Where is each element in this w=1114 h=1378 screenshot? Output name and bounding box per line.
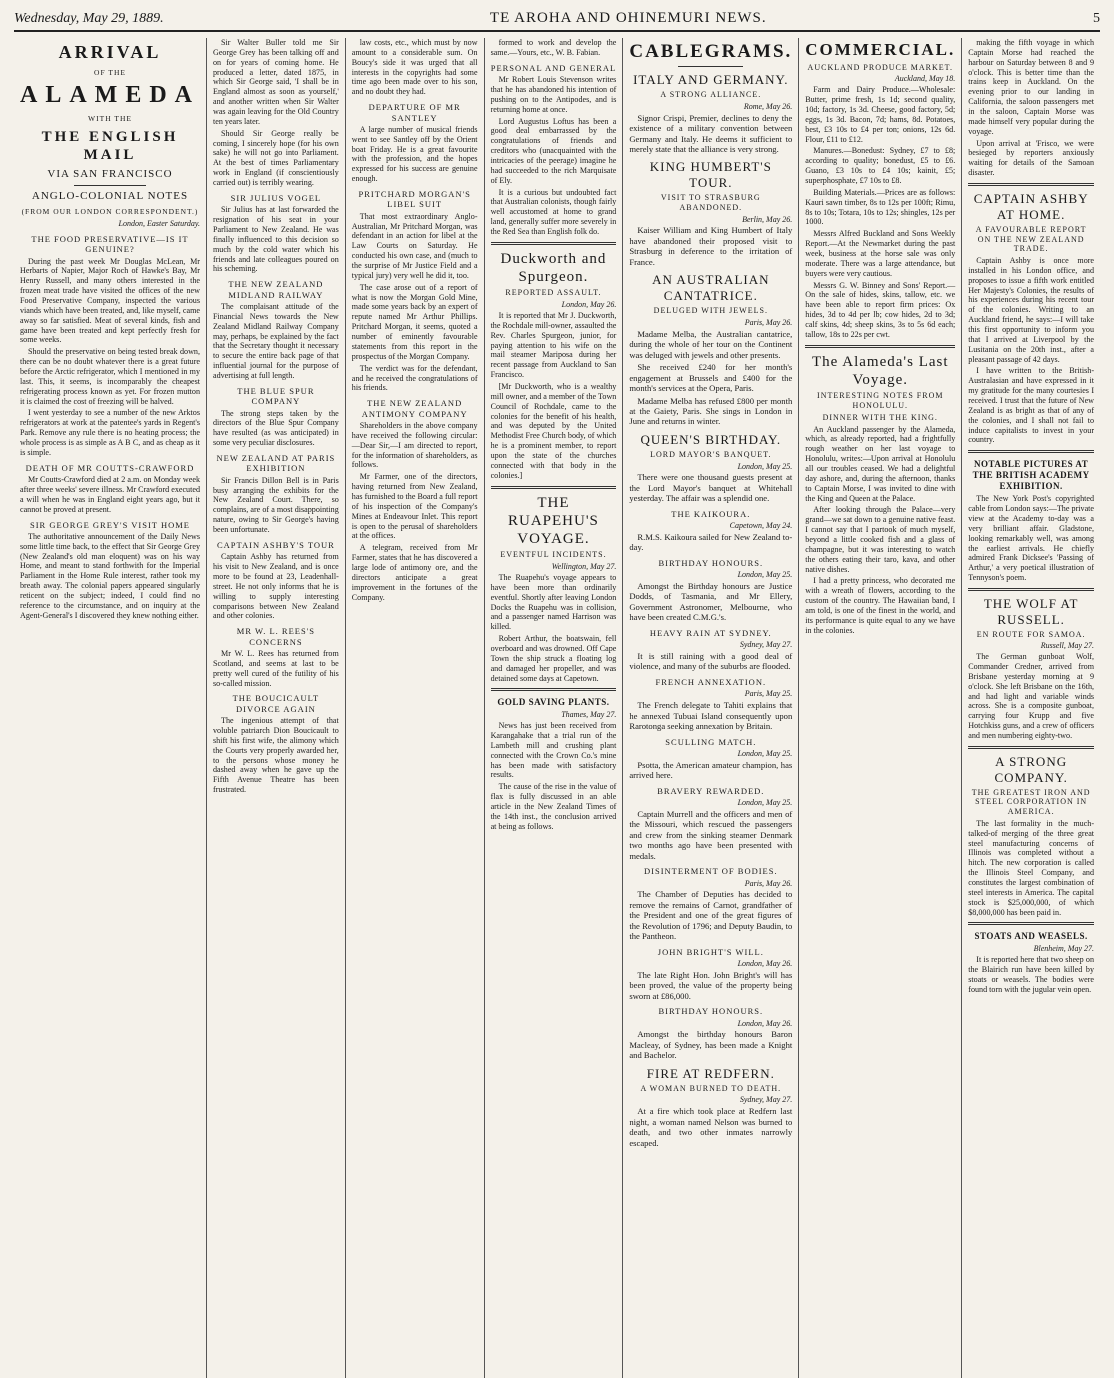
headline-strong-company: A STRONG COMPANY. [994, 753, 1068, 785]
subhead: EVENTFUL INCIDENTS. [500, 550, 607, 560]
dateline: London, May 25. [737, 797, 793, 807]
paragraph: Messrs G. W. Binney and Sons' Report.—On the sale of hides, skins, tallow, etc. we have been able to report firm prices: Ox hides, 3d to 4d per lb; cow hides, 2d to 3d; calf skins, 4d; sheep skins, 3s to 5s 6d each; tallow, 18s to 22s per cwt. [805, 280, 956, 339]
paragraph: A telegram, received from Mr Farmer, states that he has discovered a large lode of antimony ore, and the directors anticipate a great improvement in the fortunes of the Company. [351, 543, 478, 602]
section-head: BIRTHDAY HONOURS. [658, 1006, 764, 1017]
paragraph: [Mr Duckworth, who is a wealthy mill owner, and a member of the Town Council of Rochdale, came to the colonies for the benefit of his health, and was deputed by the United Methodist Free Church body, of which he is a prominent member, to report upon the state of the churches connected with that body in the colonies.] [490, 381, 617, 480]
dateline: London, May 26. [737, 1018, 793, 1028]
paragraph: A large number of musical friends went to see Santley off by the Orient boat Friday. He is a great favourite with the profession, and the hopes expressed for his success are genuine enough. [351, 124, 478, 184]
section-head: SCULLING MATCH. [665, 736, 757, 747]
paragraph: The late Right Hon. John Bright's will has been proved, the value of the property being sworn at £86,000. [629, 969, 793, 1001]
section-head: BRAVERY REWARDED. [657, 785, 765, 796]
section-head: PRITCHARD MORGAN'S LIBEL SUIT [358, 189, 471, 210]
paragraph: Mr W. L. Rees has returned from Scotland, and seems at last to be pretty well cured of the futility of his so-called mission. [213, 648, 339, 688]
paragraph: The last formality in the much-talked-of merging of the three great steel manufacturing concerns of Illinois was completed without a hitch. The new corporation is called the Illinois Steel Company, and constitutes the largest combination of steel interests in America. The capital stock is $25,000,000, of which $8,000,000 has been paid in. [968, 818, 1095, 917]
paragraph: Madame Melba, the Australian cantatrice, during the whole of her tour on the Continent was deluged with jewels and other presents. [629, 328, 793, 360]
paragraph: Farm and Dairy Produce.—Wholesale: Butter, prime fresh, 1s 1d; second quality, 10d; factory, 1s 3d. Cheese, good factory, 5d; eggs, 1s 3d. Bacon, 7d; hams, 8d. Potatoes, best, £3 10s to £4 per ton; onions, 12s 6d. Flour, £11 to £12. [805, 85, 956, 144]
divider [74, 185, 146, 186]
paragraph: Amongst the birthday honours Baron Macleay, of Sydney, has been made a Knight and Bachelor. [629, 1029, 793, 1061]
dateline: London, May 26. [561, 300, 617, 310]
headline-with-the: WITH THE [88, 114, 132, 124]
dateline: Capetown, May 24. [729, 521, 793, 531]
divider [968, 588, 1094, 591]
paragraph: Captain Murrell and the officers and men of the Missouri, which rescued the passengers and crew from the sinking steamer Denmark two months ago have been presented with medals. [629, 808, 793, 861]
headline-alameda: ALAMEDA [20, 82, 200, 109]
paragraph: Kaiser William and King Humbert of Italy have abandoned their proposed visit to Strasburg in deference to the irritation of France. [629, 225, 793, 267]
paragraph: Shareholders in the above company have received the following circular:—Dear Sir,—I am directed to report, for the information of shareholders, as follows. [351, 420, 478, 470]
section-head: FRENCH ANNEXATION. [655, 676, 767, 687]
subhead: INTERESTING NOTES FROM HONOLULU. [817, 391, 944, 411]
divider [968, 450, 1094, 453]
paragraph: During the past week Mr Douglas McLean, Mr Herbarts of Napier, Major Roch of Hawke's Bay, Mr Henry Russell, and many others interested in the frozen meat trade have visited the offices of the new Food Preservative Company, inspected the various viands which have been treated, and, like myself, came away so far satisfied. Meat of several kinds, fish and game have been treated and kept perfectly fresh for some weeks. [20, 256, 200, 345]
paragraph: Captain Ashby is once more installed in his London office, and proposes to issue a fifth work entitled Her Majesty's Colonies, the results of his experiences during his recent tour of the colonies. Writing to an Auckland friend, he says:—I will take this first opportunity to inform you that I arrived at Liverpool by the Lusitania on the 20th inst., after a pleasant passage of 42 days. [968, 256, 1095, 364]
paragraph: The Ruapehu's voyage appears to have been more than ordinarily eventful. Shortly after leaving London Docks the Ruapehu was in collision, and a passenger named Harrison was killed. [490, 572, 617, 632]
story-title: QUEEN'S BIRTHDAY. [640, 431, 782, 447]
headline-alameda-voyage: The Alameda's Last Voyage. [812, 353, 949, 389]
subhead: A FAVOURABLE REPORT ON THE NEW ZEALAND TRADE. [975, 224, 1087, 254]
subhead: VISIT TO STRASBURG ABANDONED. [660, 193, 761, 212]
dateline: London, Easter Saturday. [118, 219, 200, 229]
subhead: LORD MAYOR'S BANQUET. [650, 449, 772, 459]
paragraph: That most extraordinary Anglo-Australian, Mr Pritchard Morgan, was defendant in an action for libel at the Law Courts on Saturday. He conducted his own case, and (much to the surprise of Mr Justice Field and a typical jury) very well he did it, too. [351, 211, 478, 280]
divider [968, 183, 1094, 186]
paragraph: The case arose out of a report of what is now the Morgan Gold Mine, made some years back by an expert of repute named Mr Arthur Phillips. Pritchard Morgan, it seems, quoted a number of eminently favourable statements from this report in the prospectus of the Morgan Company. [351, 282, 478, 361]
section-head: THE FOOD PRESERVATIVE—IS IT GENUINE? [31, 233, 189, 255]
dateline: Paris, May 26. [744, 878, 793, 888]
headline-captain-ashby: CAPTAIN ASHBY AT HOME. [973, 191, 1089, 222]
paragraph: An Auckland passenger by the Alameda, which, as already reported, had a frightfully rough weather on her last voyage to Honolulu, writes:—Upon arrival at Honolulu all our troubles ceased. We had a delightful day ashore, and, during the afternoon, thanks to Captain Morse, I was invited to dine with the King and Queen at the Palace. [805, 424, 956, 503]
subhead: REPORTED ASSAULT. [505, 288, 602, 298]
paragraph: law costs, etc., which must by now amount to a considerable sum. On Boucy's side it was urged that all interests in the copyrights had some time ago been made over to his son, and no doubt they had. [351, 38, 478, 97]
headline-wolf: THE WOLF AT RUSSELL. [983, 595, 1079, 627]
headline-commercial: COMMERCIAL. [805, 40, 956, 59]
story-title: AN AUSTRALIAN CANTATRICE. [652, 272, 770, 304]
headline-arrival: ARRIVAL [58, 42, 162, 62]
subhead: DINNER WITH THE KING. [822, 412, 938, 422]
headline-stoats: STOATS AND WEASELS. [974, 931, 1088, 942]
paragraph: Sir Walter Buller told me Sir George Grey has been talking off and on for years of coming home. He produced a letter, dated 1875, in which Sir George said, 'I shall be in England almost as soon as yourself,' and another written when Sir Walter was again leaving for the Old Country ten years later. [213, 38, 339, 126]
section-head: BIRTHDAY HONOURS. [658, 557, 764, 568]
masthead-date: Wednesday, May 29, 1889. [14, 11, 164, 26]
section-head: THE NEW ZEALAND ANTIMONY COMPANY [361, 398, 468, 419]
column-1 [14, 38, 207, 1378]
divider [678, 66, 743, 67]
paragraph: Amongst the Birthday honours are Justice Dodds, of Tasmania, and Mr Ellery, Government Astronomer, Melbourne, who have been created C.M.G.'s. [629, 580, 793, 623]
paragraph: The verdict was for the defendant, and he received the congratulations of his friends. [351, 363, 478, 393]
paragraph: It is still raining with a good deal of violence, and many of the suburbs are flooded. [629, 651, 793, 672]
paragraph: It is reported that Mr J. Duckworth, the Rochdale mill-owner, assaulted the Rev. Charles Spurgeon, junior, for paying attention to his wife on the mail steamer Mariposa during her recent passage from Auckland to San Francisco. [490, 310, 617, 380]
dateline: London, May 26. [737, 959, 793, 969]
masthead [14, 10, 1100, 32]
story-title: KING HUMBERT'S TOUR. [649, 159, 772, 191]
paragraph: Sir Julius has at last forwarded the resignation of his seat in your Parliament to New Zealand. He was finally influenced to this decision so much by the cold water which his friends and late colleagues poured on his scheming. [213, 205, 339, 274]
paragraph: Building Materials.—Prices are as follows: Kauri sawn timber, 8s to 12s per 100ft; Rimu, 8s to 10s; Totara, 10s to 12s; shingles, 12s per 1000. [805, 187, 956, 227]
section-head: THE BLUE SPUR COMPANY [237, 385, 315, 407]
section-head: DEPARTURE OF MR SANTLEY [368, 102, 461, 123]
columns [14, 38, 1100, 1378]
section-head: THE NEW ZEALAND MIDLAND RAILWAY [228, 279, 324, 300]
paragraph: Madame Melba has refused £800 per month at the Gaiety, Paris. She sings in London in June and returns in winter. [629, 395, 793, 427]
headline-notable-pictures: NOTABLE PICTURES AT THE BRITISH ACADEMY EXHIBITION. [972, 459, 1090, 492]
section-head: DEATH OF MR COUTTS-CRAWFORD [25, 462, 195, 473]
column-4 [485, 38, 624, 1378]
paragraph: making the fifth voyage in which Captain Morse had reached the harbour on Saturday between 8 and 9 o'clock. This is better time than the trains keep in Auckland. On the evening prior to our landing in California, the saloon passengers met in the saloon, Captain Morse was made himself very popular during the voyage. [968, 38, 1095, 136]
paragraph: At a fire which took place at Redfern last night, a woman named Nelson was burned to death, and two other inmates narrowly escaped. [629, 1106, 793, 1148]
column-5 [623, 38, 799, 1378]
paragraph: Lord Augustus Loftus has been a good deal embarrassed by the congratulations of friends and creditors who (unacquainted with the intricacies of the peerage) imagine he had succeeded to the rich Marquisate of Ely. [490, 116, 617, 185]
section-head: PERSONAL AND GENERAL [490, 62, 617, 73]
paragraph: formed to work and develop the same.—Yours, etc., W. B. Fabian. [490, 38, 617, 57]
paragraph: The ingenious attempt of that voluble patriarch Dion Boucicault to shift his first wife, the alimony which the Courts very properly awarded her, to the persons whose money he dashed away when he gave up the Fifth Avenue Theatre has been frustrated. [213, 716, 339, 795]
section-head: SIR JULIUS VOGEL [230, 192, 322, 203]
subhead: AUCKLAND PRODUCE MARKET. [807, 62, 953, 72]
section-head: THE BOUCICAULT DIVORCE AGAIN [232, 693, 320, 714]
paragraph: R.M.S. Kaikoura sailed for New Zealand to-day. [629, 531, 793, 553]
subhead: THE GREATEST IRON AND STEEL CORPORATION IN AMERICA. [971, 787, 1091, 817]
dateline: Auckland, May 18. [894, 74, 956, 84]
subhead: EN ROUTE FOR SAMOA. [976, 629, 1086, 639]
column-2 [207, 38, 346, 1378]
dateline: London, May 25. [737, 570, 793, 580]
dateline: London, May 25. [737, 748, 793, 758]
dateline: Rome, May 26. [743, 101, 793, 111]
paragraph: Captain Ashby has returned from his visit to New Zealand, and is once more to be found at 23, Leadenhall-street. He not only informs that he is willing to supply interesting comparisons between New Zealand and other colonies. [213, 552, 339, 621]
paragraph: The New York Post's copyrighted cable from London says:—The private view at the Academy to-day was a very brilliant affair. Gladstone, looking remarkably well, was among the earliest arrivals. He chiefly admired Frank Dicksee's 'Passing of Arthur,' a very poetical illustration of Tennyson's poem. [968, 494, 1095, 583]
paragraph: Mr Robert Louis Stevenson writes that he has abandoned his intention of pushing on to the Antipodes, and is returning home at once. [490, 75, 617, 114]
dateline: Sydney, May 27. [739, 1095, 793, 1105]
divider [968, 746, 1094, 749]
dateline: Blenheim, May 27. [1033, 944, 1095, 954]
paragraph: The Chamber of Deputies has decided to remove the remains of Carnot, grandfather of the President and one of the great figures of the Revolution of 1796; and Deputy Baudin, to the Pantheon. [629, 889, 793, 942]
dateline: Berlin, May 26. [742, 214, 793, 224]
divider [491, 486, 617, 489]
paragraph: Mr Farmer, one of the directors, having returned from New Zealand, has furnished to the Board a full report of his inspection of the Company's Mines at Endeavour Inlet. This report is open to the perusal of shareholders at the offices. [351, 472, 478, 541]
divider [805, 345, 955, 348]
paragraph: Robert Arthur, the boatswain, fell overboard and was drowned. Off Cape Town the ship struck a floating log and damaged her propeller, and was detained some days at Capetown. [490, 634, 617, 683]
paragraph: After looking through the Palace—very grand—we sat down to a genuine native feast. I cannot say that I partook of much myself, beyond a little cooked fish and a glass of champagne, but it was interesting to watch the others eating their taro, kava, and other native dishes. [805, 505, 956, 574]
divider [968, 922, 1094, 925]
paragraph: Upon arrival at 'Frisco, we were besieged by reporters anxiously waiting for details of the Samoan disaster. [968, 138, 1095, 178]
dateline: Paris, May 26. [744, 317, 793, 327]
column-3 [346, 38, 485, 1378]
headline-via-sf: VIA SAN FRANCISCO [47, 168, 173, 181]
paragraph: The authoritative announcement of the Daily News some little time back, to the effect that Sir George Grey (New Zealand's old man eloquent) was on his way Home, and meant to stand forthwith for the Imperial Parliament in the Home Rule interest, rather took my breath away. The colonial papers appeared singularly reticent on the subject; indeed, I could find no reference to the circumstance, and on inquiry at the Agent-General's I discovered they knew nothing either. [20, 531, 200, 620]
dateline: Russell, May 27. [1040, 641, 1095, 651]
byline: (FROM OUR LONDON CORRESPONDENT.) [21, 206, 199, 216]
section-head: DISINTERMENT OF BODIES. [644, 866, 778, 877]
paragraph: Sir Francis Dillon Bell is in Paris busy arranging the exhibits for the New Zealand Court. There, so complains, are of a most disappointing nature, owing to Sir George's having been unfortunate. [213, 475, 339, 535]
paragraph: Manures.—Bonedust: Sydney, £7 to £8; according to quality; bonedust, £5 to £6. Guano, £3 10s to £4 10s; kainit, £5; superphosphate, £7 10s to £8. [805, 146, 956, 185]
paragraph: There were one thousand guests present at the Lord Mayor's banquet at Whitehall yesterday. The affair was a splendid one. [629, 472, 793, 504]
paragraph: The strong steps taken by the directors of the Blue Spur Company have resulted (as was anticipated) in some very peculiar disclosures. [213, 408, 339, 448]
headline-duckworth: Duckworth and Spurgeon. [500, 250, 607, 286]
paragraph: It is a curious but undoubted fact that Australian colonists, though fairly well accustomed at home to grand land, generally suffer more severely in the Red Sea than English folk do. [490, 187, 617, 236]
section-head: MR W. L. REES'S CONCERNS [236, 626, 315, 647]
paragraph: It is reported here that two sheep on the Blairich run have been killed by stoats or weasels. The bodies were found torn with the jugular vein open. [968, 955, 1095, 994]
section-head: CAPTAIN ASHBY'S TOUR [216, 539, 335, 550]
dateline: Thames, May 27. [561, 710, 617, 720]
section-head: SIR GEORGE GREY'S VISIT HOME [29, 519, 191, 530]
paragraph: Psotta, the American amateur champion, has arrived here. [629, 759, 793, 781]
subhead: DELUGED WITH JEWELS. [653, 306, 768, 316]
paragraph: Mr Coutts-Crawford died at 2 a.m. on Monday week after three weeks' severe illness. Mr Crawford executed a will when he was in England eight years ago, but it cannot be proved at present. [20, 475, 200, 514]
headline-anglo-colonial: ANGLO-COLONIAL NOTES [31, 189, 189, 202]
paragraph: Signor Crispi, Premier, declines to deny the existence of a military convention between Germany and Italy. He deems it sufficient to merely state that the alliance is very strong. [629, 112, 793, 154]
headline-ruapehu: THE RUAPEHU'S VOYAGE. [508, 494, 599, 548]
dateline: Wellington, May 27. [551, 562, 617, 572]
section-head: HEAVY RAIN AT SYDNEY. [649, 627, 772, 638]
dateline: Sydney, May 27. [739, 640, 793, 650]
headline-english-mail: THE ENGLISH MAIL [41, 128, 179, 163]
headline-cablegrams: CABLEGRAMS. [629, 41, 793, 62]
headline-gold-saving: GOLD SAVING PLANTS. [497, 697, 610, 708]
paragraph: Should the preservative on being tested break down, there can be no doubt whatever there is a great future before the Arctic refrigerator, which I mentioned in my last. This, it seems, is incomparably the cheapest refrigerating process known as yet. For frozen mutton it is claimed the cost of freezing will be halved. [20, 347, 200, 406]
section-head: NEW ZEALAND AT PARIS EXHIBITION [216, 453, 336, 474]
page-number: 5 [1092, 11, 1100, 26]
story-title: FIRE AT REDFERN. [646, 1065, 775, 1081]
divider [491, 688, 617, 691]
headline-of-the: OF THE [94, 67, 126, 77]
column-7 [962, 38, 1100, 1378]
paragraph: I went yesterday to see a number of the new Arktos refrigerators at work at the patentee's yards in Regent's Park. Remove any rule there is no heating process; the whole process is as simple as A B C, and as cheap as it is simple. [20, 408, 200, 457]
subhead: A STRONG ALLIANCE. [660, 90, 762, 100]
dateline: Paris, May 25. [744, 689, 793, 699]
section-head: THE KAIKOURA. [671, 508, 751, 519]
paragraph: Should Sir George really be coming, I sincerely hope (for his own sake) he will not go into Parliament. At the best of times Parliamentary work in England (if conscientiously carried out) is terribly wearing. [213, 128, 339, 188]
paragraph: I have written to the British-Australasian and have expressed in it my gratitude for the many courtesies I received. I trust that the future of New Zealand is as bright as that of any of the colonies, and I shall not fail to induce capitalists to invest in your country. [968, 366, 1095, 445]
paragraph: The German gunboat Wolf, Commander Credner, arrived from Brisbane yesterday morning at 9 o'clock. She left Brisbane on the 16th, and had light and variable winds across. She is a composite gunboat, carrying four Krupp and five Hotchkiss guns, and a crew of officers and men numbering eighty-two. [968, 652, 1095, 741]
paragraph: I had a pretty princess, who decorated me with a wreath of flowers, according to the custom of the country. The Hawaiian band, I am told, is one of the finest in the world, and its performance is quite equal to any we have in the colonies. [805, 576, 956, 635]
paragraph: The French delegate to Tahiti explains that he annexed Tubuai Island consequently upon Rarotonga seeking annexation by Britain. [629, 700, 793, 732]
paragraph: News has just been received from Karangahake that a trial run of the Lambeth mill and crushing plant connected with the Crown Co.'s mine has been made with satisfactory results. [490, 721, 617, 780]
section-head: JOHN BRIGHT'S WILL. [657, 946, 764, 957]
paragraph: The complaisant attitude of the Financial News towards the New Zealand Midland Railway Company may, perhaps, be explained by the fact that the Secretary thought it necessary to secure the entire back page of that influential journal for the purpose of advertising at full length. [213, 301, 339, 380]
paragraph: She received £240 for her month's engagement at Brussels and £400 for the month's services at the Opera, Paris. [629, 362, 793, 394]
paragraph: Messrs Alfred Buckland and Sons Weekly Report.—At the Newmarket during the past week, business at the horse sale was only moderate. There was a large attendance, but buyers were very cautious. [805, 229, 956, 278]
subhead: A WOMAN BURNED TO DEATH. [640, 1083, 782, 1093]
masthead-title: TE AROHA AND OHINEMURI NEWS. [489, 10, 767, 26]
divider [491, 242, 617, 245]
column-6 [799, 38, 962, 1378]
paragraph: The cause of the rise in the value of flax is fully discussed in an able article in the New Zealand Times of the 14th inst., the conclusion arrived at being as follows. [490, 782, 617, 831]
dateline: London, May 25. [737, 461, 793, 471]
story-title: ITALY AND GERMANY. [633, 72, 789, 88]
